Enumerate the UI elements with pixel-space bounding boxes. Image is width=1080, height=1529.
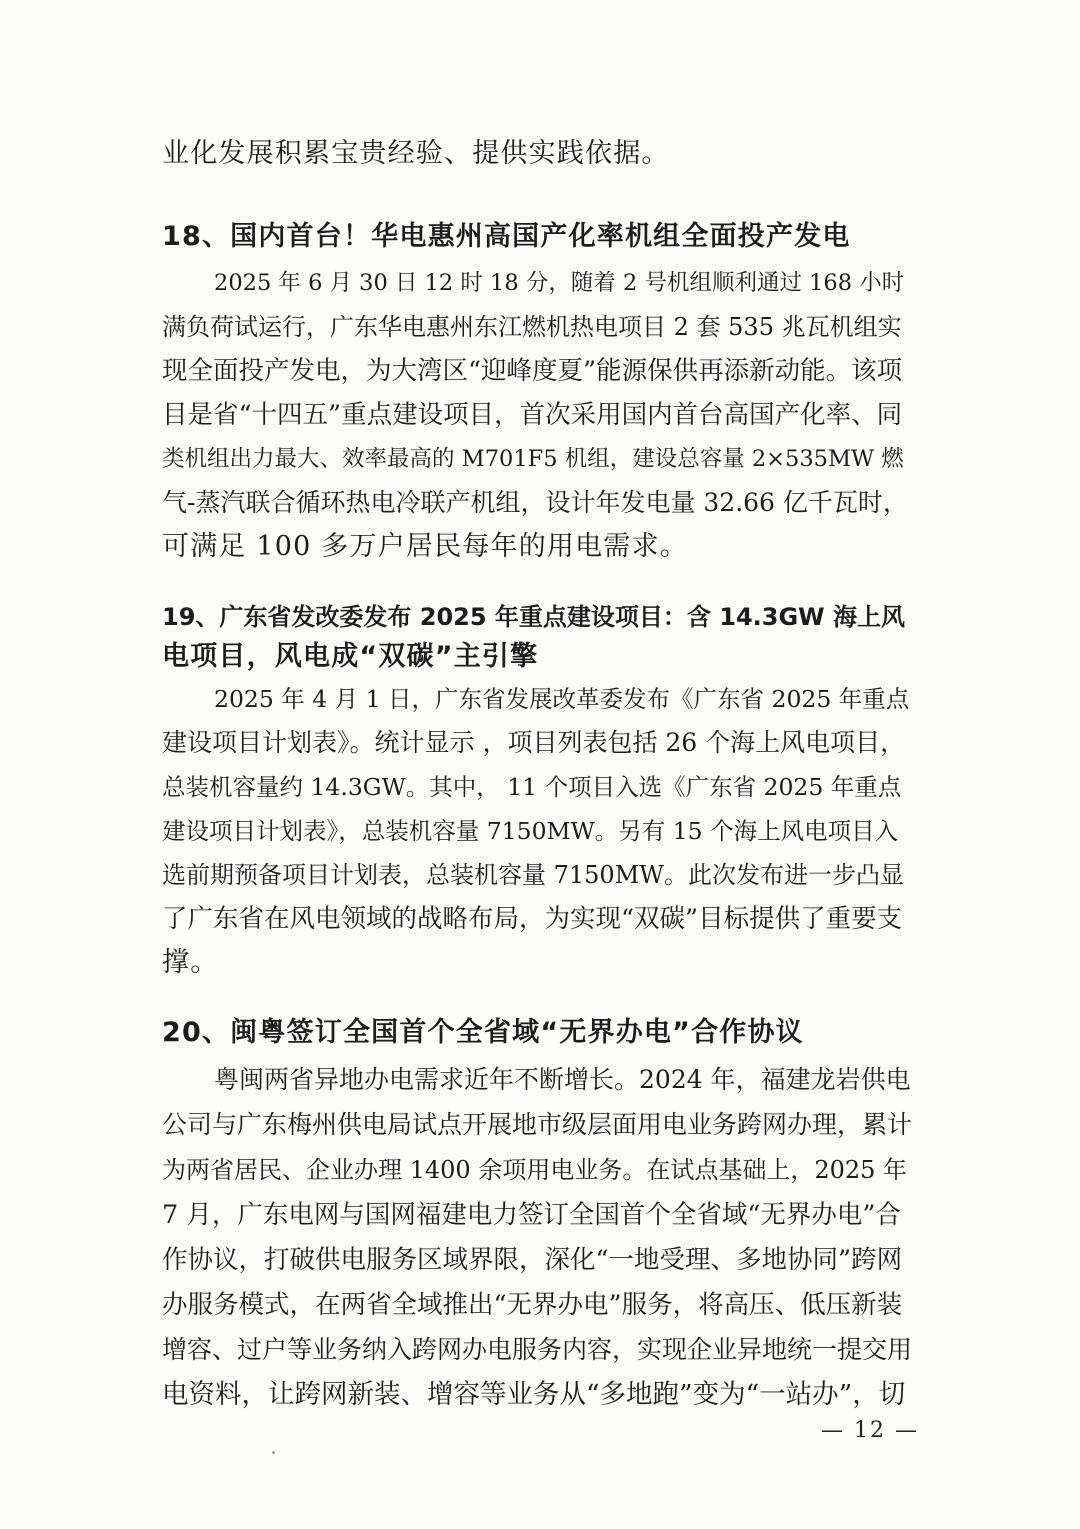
section-18-heading: 18、国内首台！华电惠州高国产化率机组全面投产发电 <box>162 221 851 252</box>
section-19-heading-line2: 电项目，风电成“双碳”主引擎 <box>162 641 539 672</box>
paragraph-line: 7 月，广东电网与国网福建电力签订全国首个全省域“无界办电”合 <box>162 1200 901 1230</box>
paragraph-line: 满负荷试运行，广东华电惠州东江燃机热电项目 2 套 535 兆瓦机组实 <box>162 313 902 341</box>
paragraph-line: 了广东省在风电领域的战略布局，为实现“双碳”目标提供了重要支 <box>162 904 903 934</box>
paragraph-line: 2025 年 4 月 1 日，广东省发展改革委发布《广东省 2025 年重点 <box>214 685 910 713</box>
paragraph-line: 办服务模式，在两省全域推出“无界办电”服务，将高压、低压新装 <box>162 1290 903 1320</box>
scan-speck <box>272 1451 275 1454</box>
paragraph-line: 建设项目计划表》，总装机容量 7150MW。另有 15 个海上风电项目入 <box>162 817 899 845</box>
intro-line: 业化发展积累宝贵经验、提供实践依据。 <box>162 138 670 169</box>
paragraph-line: 粤闽两省异地办电需求近年不断增长。2024 年，福建龙岩供电 <box>214 1065 911 1094</box>
paragraph-line: 气-蒸汽联合循环热电冷联产机组，设计年发电量 32.66 亿千瓦时， <box>162 488 908 517</box>
section-20-heading: 20、闽粤签订全国首个全省域“无界办电”合作协议 <box>162 1017 804 1048</box>
paragraph-line: 公司与广东梅州供电局试点开展地市级层面用电业务跨网办理，累计 <box>162 1110 913 1139</box>
paragraph-line: 选前期预备项目计划表，总装机容量 7150MW。此次发布进一步凸显 <box>162 861 904 889</box>
paragraph-line: 总装机容量约 14.3GW。其中， 11 个项目入选《广东省 2025 年重点 <box>162 773 902 801</box>
paragraph-line: 增容、过户等业务纳入跨网办电服务内容，实现企业异地统一提交用 <box>162 1335 913 1364</box>
paragraph-line: 建设项目计划表》。统计显示 ，项目列表包括 26 个海上风电项目， <box>162 728 906 757</box>
paragraph-line: 电资料，让跨网新装、增容等业务从“多地跑”变为“一站办”，切 <box>162 1379 906 1410</box>
paragraph-line: 类机组出力最大、效率最高的 M701F5 机组，建设总容量 2×535MW 燃 <box>162 446 904 472</box>
paragraph-line: 为两省居民、企业办理 1400 余项用电业务。在试点基础上，2025 年 <box>162 1156 908 1184</box>
paragraph-line: 2025 年 6 月 30 日 12 时 18 分，随着 2 号机组顺利通过 168 小时 <box>214 270 905 296</box>
paragraph-line: 可满足 100 多万户居民每年的用电需求。 <box>162 531 688 562</box>
section-19-heading-line1: 19、广东省发改委发布 2025 年重点建设项目：含 14.3GW 海上风 <box>162 603 906 631</box>
page-number: — 12 — <box>821 1418 919 1443</box>
paragraph-line: 撑。 <box>162 947 219 978</box>
paragraph-line: 现全面投产发电，为大湾区“迎峰度夏”能源保供再添新动能。该项 <box>162 356 903 386</box>
paragraph-line: 目是省“十四五”重点建设项目，首次采用国内首台高国产化率、同 <box>162 400 903 430</box>
paragraph-line: 作协议，打破供电服务区域界限，深化“一地受理、多地协同”跨网 <box>162 1245 903 1275</box>
